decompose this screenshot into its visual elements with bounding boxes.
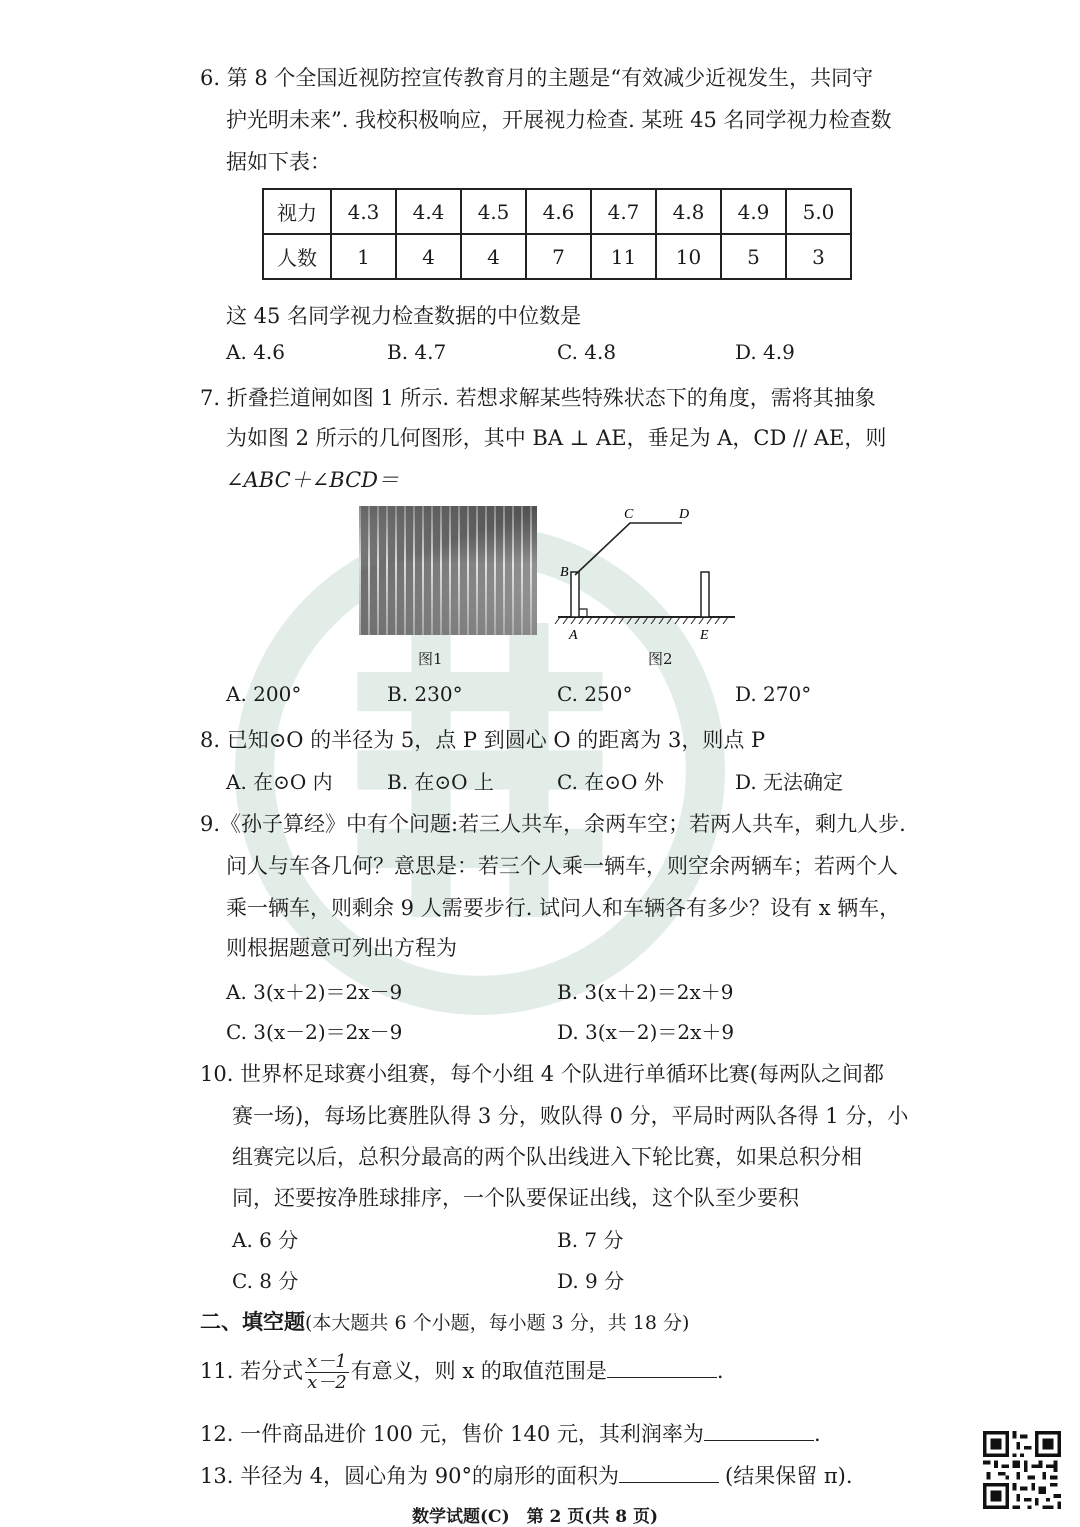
q9-option-b: B. 3(x＋2)＝2x＋9 xyxy=(557,980,734,1004)
label-a: A xyxy=(569,628,578,643)
q7-option-b: B. 230° xyxy=(387,682,463,706)
q6-question: 这 45 名同学视力检查数据的中位数是 xyxy=(226,304,582,328)
q7-option-c: C. 250° xyxy=(557,682,633,706)
q12-end: . xyxy=(813,1422,821,1446)
table-cell: 4.3 xyxy=(331,189,396,234)
table-cell: 4.6 xyxy=(526,189,591,234)
q6-line3: 据如下表： xyxy=(226,150,331,174)
q9-option-a: A. 3(x＋2)＝2x－9 xyxy=(226,980,403,1004)
q8-line1: 8. 已知⊙O 的半径为 5，点 P 到圆心 O 的距离为 3，则点 P xyxy=(200,728,766,752)
q6-line2: 护光明未来”. 我校积极响应，开展视力检查. 某班 45 名同学视力检查数 xyxy=(226,108,892,132)
fig1-caption: 图1 xyxy=(418,650,443,668)
vision-table xyxy=(262,188,852,280)
page-footer: 数学试题(C) 第 2 页(共 8 页) xyxy=(412,1507,659,1527)
q9-line3: 乘一辆车，则剩余 9 人需要步行. 试问人和车辆各有多少？设有 x 辆车， xyxy=(226,896,901,920)
q6-option-d: D. 4.9 xyxy=(735,340,795,364)
section-heading xyxy=(200,1306,689,1336)
q10-line3: 组赛完以后，总积分最高的两个队出线进入下轮比赛，如果总积分相 xyxy=(232,1145,862,1169)
q13-text: 13. 半径为 4，圆心角为 90°的扇形的面积为 xyxy=(200,1464,620,1488)
q11-numerator: x－1 xyxy=(307,1351,347,1372)
label-c: C xyxy=(624,507,634,522)
label-e: E xyxy=(700,628,709,643)
q11-line xyxy=(200,1352,724,1393)
q6-option-c: C. 4.8 xyxy=(557,340,617,364)
q13-end: (结果保留 π). xyxy=(725,1464,853,1488)
q12-text: 12. 一件商品进价 100 元，售价 140 元，其利润率为 xyxy=(200,1422,704,1446)
label-b: B xyxy=(560,565,569,580)
table-row xyxy=(263,234,851,279)
q11-suffix: 有意义，则 x 的取值范围是 xyxy=(350,1359,607,1383)
q7-line3: ∠ABC＋∠BCD＝ xyxy=(226,468,399,492)
q9-line4: 则根据题意可列出方程为 xyxy=(226,936,457,960)
fig2-caption: 图2 xyxy=(648,650,673,668)
table-cell: 4.9 xyxy=(721,189,786,234)
table-row-header: 人数 xyxy=(263,234,331,279)
table-cell: 4.7 xyxy=(591,189,656,234)
table-cell: 11 xyxy=(591,234,656,279)
table-cell: 4.4 xyxy=(396,189,461,234)
geometry-figure-2 xyxy=(550,500,740,645)
table-cell: 7 xyxy=(526,234,591,279)
q11-answer-blank[interactable] xyxy=(607,1355,717,1378)
q10-option-b: B. 7 分 xyxy=(557,1228,624,1252)
table-cell: 10 xyxy=(656,234,721,279)
q10-option-d: D. 9 分 xyxy=(557,1269,625,1293)
q6-option-a: A. 4.6 xyxy=(226,340,285,364)
q7-option-d: D. 270° xyxy=(735,682,812,706)
q8-option-d: D. 无法确定 xyxy=(735,770,844,794)
q6-line1: 6. 第 8 个全国近视防控宣传教育月的主题是“有效减少近视发生，共同守 xyxy=(200,66,874,90)
q9-line1: 9.《孙子算经》中有个问题:若三人共车，余两车空；若两人共车，剩九人步. xyxy=(200,812,906,836)
table-row-header: 视力 xyxy=(263,189,331,234)
q7-line1: 7. 折叠拦道闸如图 1 所示. 若想求解某些特殊状态下的角度，需将其抽象 xyxy=(200,386,876,410)
table-row xyxy=(263,189,851,234)
q10-option-c: C. 8 分 xyxy=(232,1269,299,1293)
q9-option-c: C. 3(x－2)＝2x－9 xyxy=(226,1020,403,1044)
q11-denominator: x－2 xyxy=(307,1372,347,1393)
q13-line xyxy=(200,1460,853,1490)
barrier-gate-photo xyxy=(359,506,537,635)
q11-end: . xyxy=(716,1359,724,1383)
table-cell: 5.0 xyxy=(786,189,851,234)
q8-option-b: B. 在⊙O 上 xyxy=(387,770,494,794)
q10-line4: 同，还要按净胜球排序，一个队要保证出线，这个队至少要积 xyxy=(232,1186,799,1210)
table-cell: 1 xyxy=(331,234,396,279)
qr-code xyxy=(983,1431,1061,1509)
q7-option-a: A. 200° xyxy=(226,682,302,706)
q6-option-b: B. 4.7 xyxy=(387,340,447,364)
table-cell: 5 xyxy=(721,234,786,279)
q12-line xyxy=(200,1418,821,1448)
q10-option-a: A. 6 分 xyxy=(232,1228,299,1252)
q7-line2: 为如图 2 所示的几何图形，其中 BA ⊥ AE，垂足为 A，CD // AE，则 xyxy=(226,426,887,450)
q11-prefix: 11. 若分式 xyxy=(200,1359,304,1383)
table-cell: 4.5 xyxy=(461,189,526,234)
q13-answer-blank[interactable] xyxy=(619,1460,719,1483)
section-note: (本大题共 6 个小题，每小题 3 分，共 18 分) xyxy=(305,1312,690,1334)
section-title: 二、填空题 xyxy=(200,1309,305,1334)
table-cell: 3 xyxy=(786,234,851,279)
table-cell: 4.8 xyxy=(656,189,721,234)
q11-fraction xyxy=(305,1352,349,1393)
q8-option-a: A. 在⊙O 内 xyxy=(226,770,333,794)
table-cell: 4 xyxy=(461,234,526,279)
label-d: D xyxy=(679,507,690,522)
q10-line1: 10. 世界杯足球赛小组赛，每个小组 4 个队进行单循环比赛(每两队之间都 xyxy=(200,1062,884,1086)
table-cell: 4 xyxy=(396,234,461,279)
q9-option-d: D. 3(x－2)＝2x＋9 xyxy=(557,1020,735,1044)
q9-line2: 问人与车各几何？意思是：若三个人乘一辆车，则空余两辆车；若两个人 xyxy=(226,854,898,878)
q8-option-c: C. 在⊙O 外 xyxy=(557,770,664,794)
q10-line2: 赛一场)，每场比赛胜队得 3 分，败队得 0 分，平局时两队各得 1 分，小 xyxy=(232,1104,909,1128)
q12-answer-blank[interactable] xyxy=(704,1418,814,1441)
